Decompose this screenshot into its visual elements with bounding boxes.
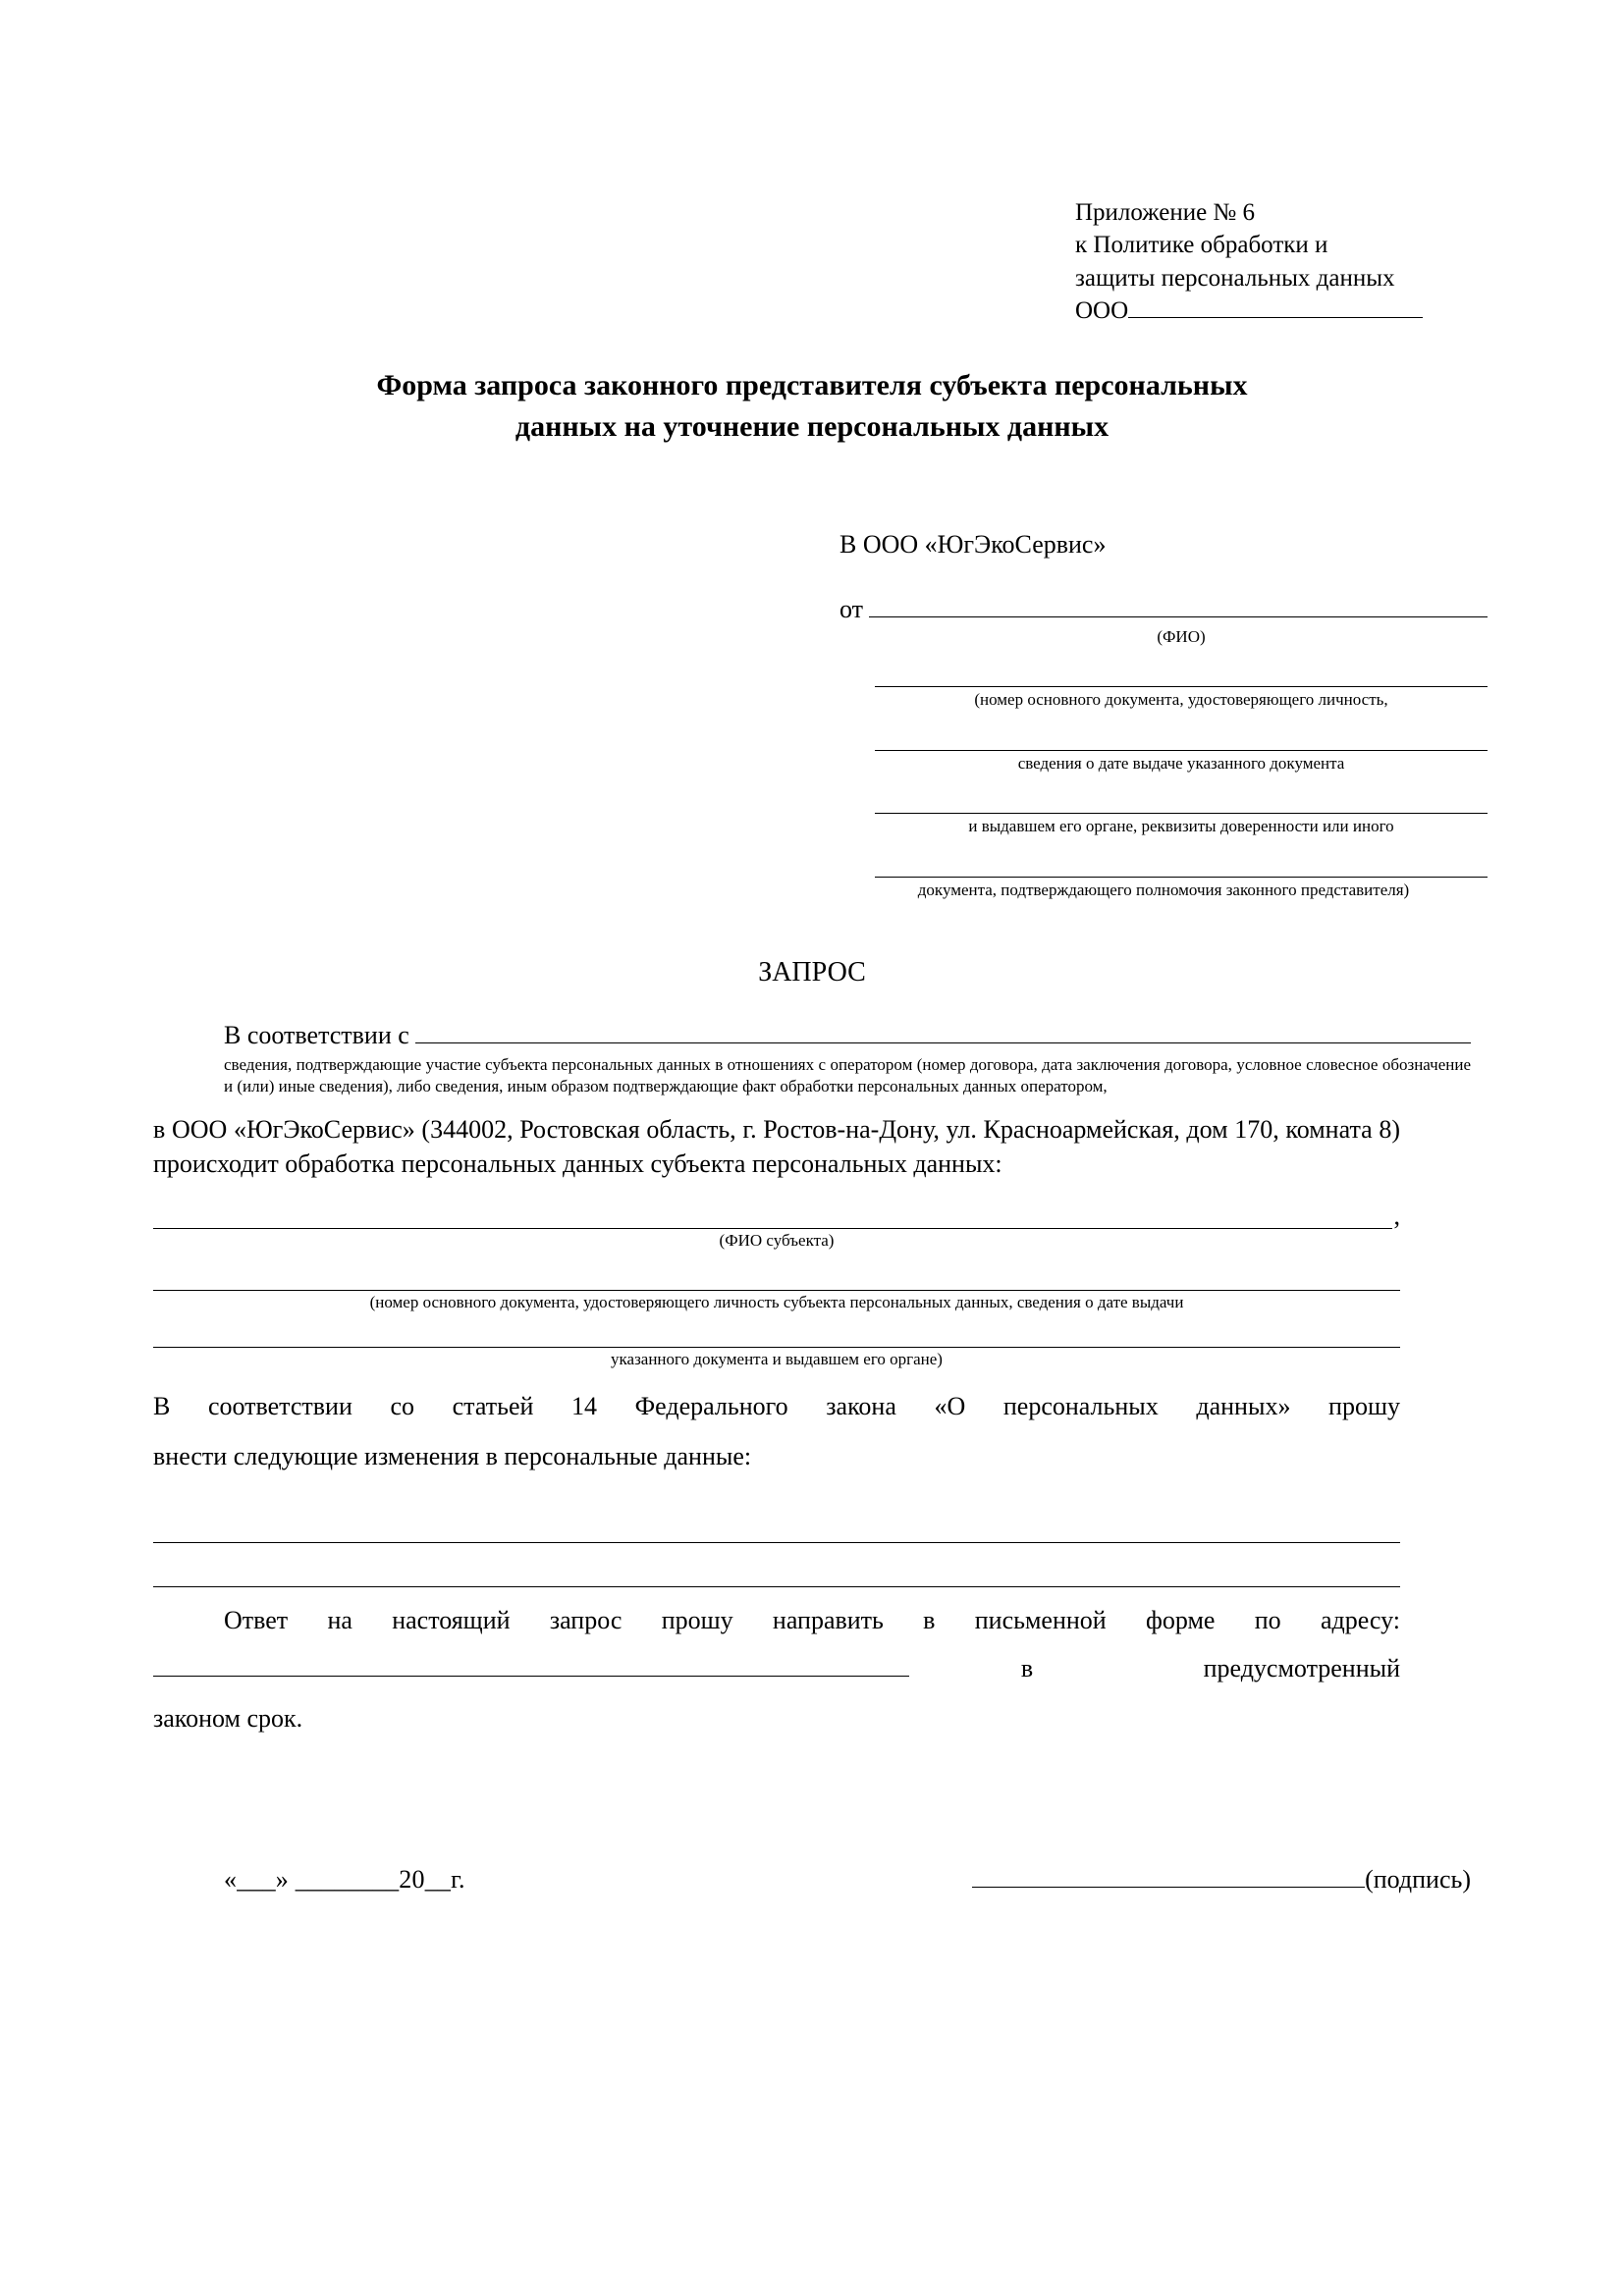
subject-fio-comma: , <box>1393 1201 1400 1231</box>
appendix-company-label: ООО <box>1075 296 1129 324</box>
page-title-line-2: данных на уточнение персональных данных <box>514 410 1110 443</box>
operator-paragraph: в ООО «ЮгЭкоСервис» (344002, Ростовская область, г. Ростов-на-Дону, ул. Красноармейская, дом 170, комната 8) происходит обработка персональных данных субъекта персональных данных: <box>153 1114 1400 1178</box>
subject-doc-blank[interactable] <box>153 1256 1400 1291</box>
appendix-policy-line-1: к Политике обработки и <box>1075 232 1328 259</box>
in-accordance-row <box>224 1021 1471 1050</box>
from-fio-blank[interactable] <box>869 595 1488 617</box>
subject-doc-blank-2[interactable] <box>153 1313 1400 1348</box>
subject-doc-group <box>153 1256 1400 1369</box>
answer-address-row <box>153 1652 1400 1683</box>
from-label: от <box>839 595 864 623</box>
changes-blank-1[interactable] <box>153 1499 1400 1543</box>
addressee-block <box>839 530 1488 900</box>
signature-block <box>972 1865 1471 1895</box>
from-doc-organ-caption: и выдавшем его органе, реквизиты доверенности или иного <box>968 817 1394 836</box>
subject-fio-row <box>153 1195 1400 1229</box>
appendix-company-blank <box>1128 316 1423 318</box>
answer-tail-v: в <box>1020 1653 1034 1682</box>
subject-fio-group <box>153 1195 1400 1251</box>
from-doc-organ-blank[interactable] <box>875 783 1488 814</box>
subject-doc-caption: (номер основного документа, удостоверяющего личность субъекта персональных данных, сведения о дате выдачи <box>369 1293 1184 1312</box>
from-doc-date-caption: сведения о дате выдаче указанного документа <box>1017 753 1345 773</box>
answer-address-blank[interactable] <box>153 1652 909 1677</box>
from-doc-authority-blank[interactable] <box>875 847 1488 878</box>
signature-label: (подпись) <box>1365 1865 1471 1894</box>
subject-doc-caption-2: указанного документа и выдавшем его органе) <box>611 1349 943 1368</box>
appendix-number: Приложение № 6 <box>1075 199 1256 226</box>
changes-blank-2[interactable] <box>153 1543 1400 1587</box>
law-paragraph-line-1: В соответствии со статьей 14 Федерального закона «О персональных данных» прошу <box>153 1392 1400 1421</box>
law-paragraph-line-2: внести следующие изменения в персональные данные: <box>153 1442 752 1471</box>
from-row <box>839 595 1488 624</box>
from-doc-number-blank[interactable] <box>875 657 1488 687</box>
signature-blank[interactable] <box>972 1867 1365 1888</box>
subject-fio-blank[interactable] <box>153 1195 1392 1229</box>
appendix-policy-line-2: защиты персональных данных <box>1075 264 1395 292</box>
appendix-header <box>1075 196 1488 327</box>
in-accordance-label: В соответствии с <box>224 1021 409 1049</box>
from-doc-date-blank[interactable] <box>875 721 1488 751</box>
subject-fio-caption: (ФИО субъекта) <box>719 1231 835 1251</box>
changes-blank-group <box>153 1499 1400 1587</box>
from-fio-caption: (ФИО) <box>1157 627 1206 646</box>
document-body <box>153 1021 1471 1735</box>
appendix-company-line <box>1075 294 1488 327</box>
answer-tail-word: предусмотренный <box>1203 1653 1400 1682</box>
date-line[interactable]: «___» ________20__г. <box>224 1865 465 1894</box>
law-paragraph <box>153 1389 1400 1473</box>
page-title <box>196 365 1428 448</box>
answer-paragraph: Ответ на настоящий запрос прошу направить в письменной форме по адресу: <box>224 1606 1400 1635</box>
in-accordance-blank[interactable] <box>415 1021 1471 1043</box>
answer-tail-last: законом срок. <box>153 1703 303 1733</box>
from-doc-authority-caption: документа, подтверждающего полномочия законного представителя) <box>917 880 1410 899</box>
request-heading: ЗАПРОС <box>758 957 866 988</box>
from-doc-number-caption: (номер основного документа, удостоверяющего личность, <box>974 690 1388 710</box>
addressee-company: В ООО «ЮгЭкоСервис» <box>839 530 1107 559</box>
in-accordance-note: сведения, подтверждающие участие субъекта персональных данных в отношениях с оператором (номер договора, дата заключения договора, условное словесное обозначение и (или) иные сведения), либо сведения, иным образом подтверждающие факт обработки персональных данных оператором, <box>224 1055 1471 1096</box>
signature-row <box>224 1865 1471 1895</box>
page-title-line-1: Форма запроса законного представителя субъекта персональных <box>376 369 1248 401</box>
